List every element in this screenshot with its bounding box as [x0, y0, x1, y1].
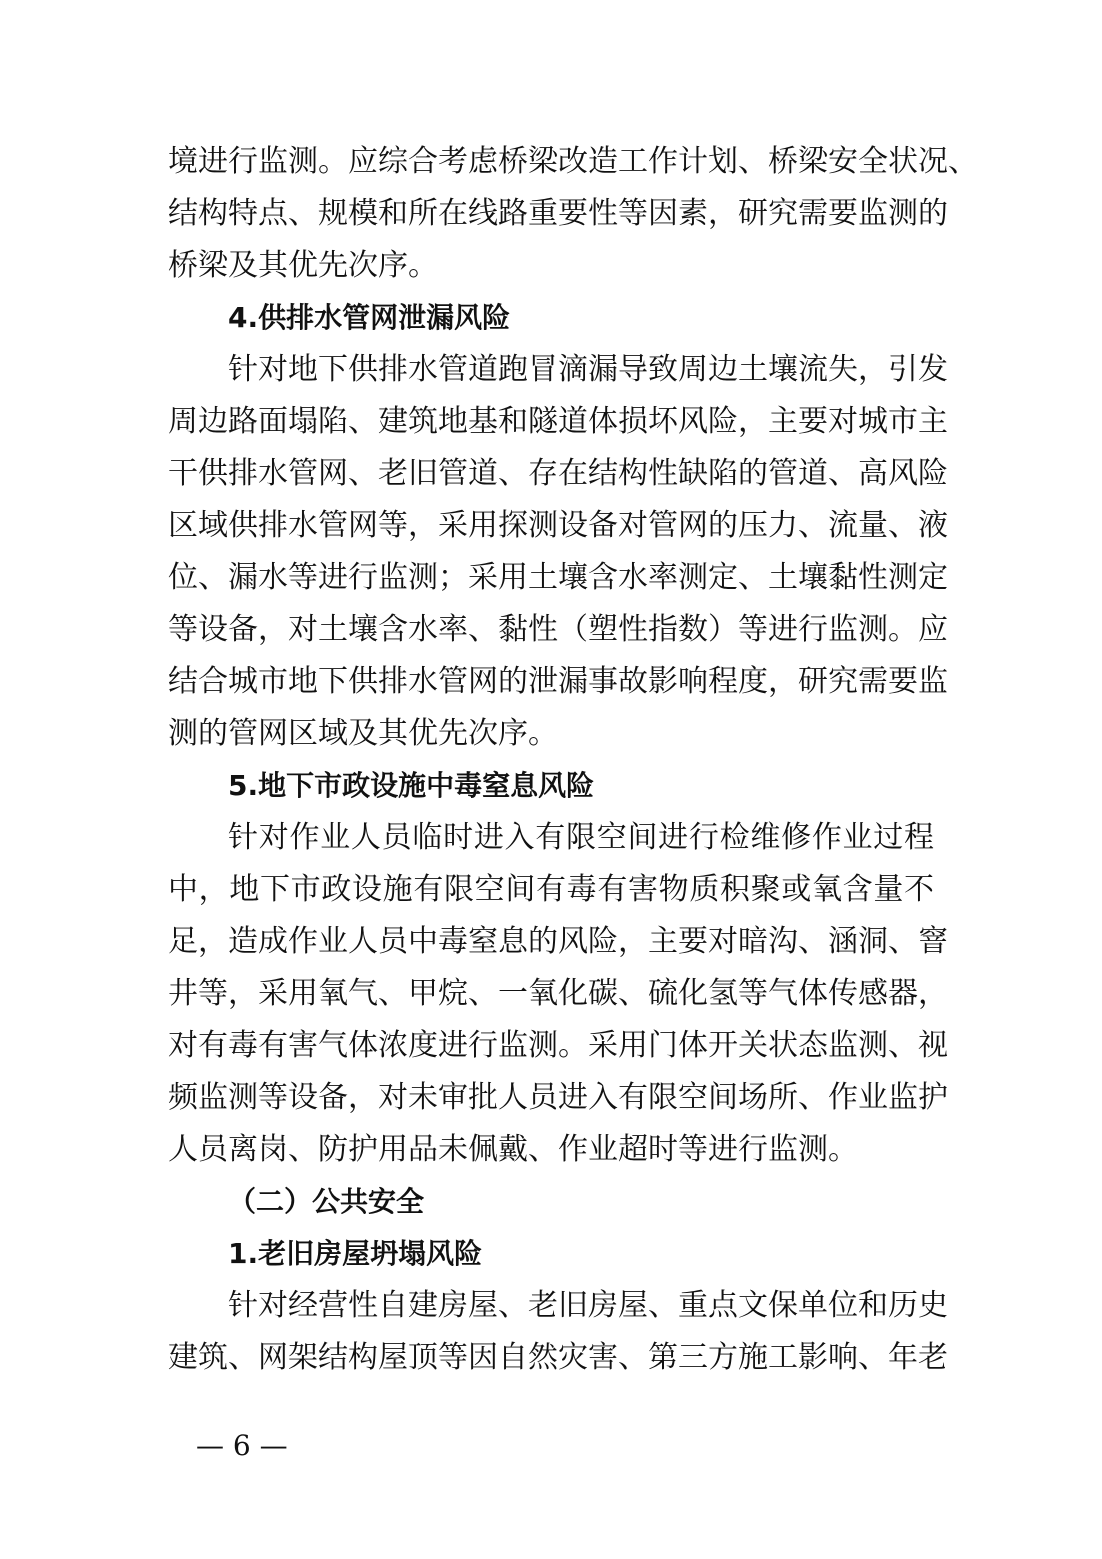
body-line: 区域供排水管网等，采用探测设备对管网的压力、流量、液 — [168, 508, 948, 543]
body-line: 境进行监测。应综合考虑桥梁改造工作计划、桥梁安全状况、 — [168, 144, 978, 179]
body-line: 井等，采用氧气、甲烷、一氧化碳、硫化氢等气体传感器， — [168, 976, 948, 1011]
body-line: 等设备，对土壤含水率、黏性（塑性指数）等进行监测。应 — [168, 612, 948, 647]
body-line: 桥梁及其优先次序。 — [168, 248, 438, 283]
body-line: 测的管网区域及其优先次序。 — [168, 716, 558, 751]
body-line: 人员离岗、防护用品未佩戴、作业超时等进行监测。 — [168, 1132, 858, 1167]
body-line: 结构特点、规模和所在线路重要性等因素，研究需要监测的 — [168, 196, 948, 231]
document-page — [168, 136, 978, 1384]
body-line: 建筑、网架结构屋顶等因自然灾害、第三方施工影响、年老 — [168, 1340, 948, 1375]
body-line: 对有毒有害气体浓度进行监测。采用门体开关状态监测、视 — [168, 1028, 948, 1063]
body-line: 结合城市地下供排水管网的泄漏事故影响程度，研究需要监 — [168, 664, 948, 699]
body-line: 干供排水管网、老旧管道、存在结构性缺陷的管道、高风险 — [168, 456, 948, 491]
body-line: 中，地下市政设施有限空间有毒有害物质积聚或氧含量不 — [168, 872, 934, 907]
section-heading-5: 5.地下市政设施中毒窒息风险 — [228, 769, 595, 802]
section-heading-4: 4.供排水管网泄漏风险 — [228, 301, 511, 334]
body-line: 周边路面塌陷、建筑地基和隧道体损坏风险，主要对城市主 — [168, 404, 948, 439]
body-line: 针对经营性自建房屋、老旧房屋、重点文保单位和历史 — [228, 1288, 948, 1323]
page-number: — 6 — — [196, 1429, 288, 1462]
body-line: 位、漏水等进行监测；采用土壤含水率测定、土壤黏性测定 — [168, 560, 948, 595]
section-heading-1: 1.老旧房屋坍塌风险 — [228, 1237, 483, 1270]
body-line: 针对地下供排水管道跑冒滴漏导致周边土壤流失，引发 — [228, 352, 948, 387]
body-line: 足，造成作业人员中毒窒息的风险，主要对暗沟、涵洞、窨 — [168, 924, 948, 959]
body-line: 频监测等设备，对未审批人员进入有限空间场所、作业监护 — [168, 1080, 948, 1115]
body-line: 针对作业人员临时进入有限空间进行检维修作业过程 — [228, 820, 934, 855]
part-heading-public-safety: （二）公共安全 — [228, 1185, 425, 1218]
